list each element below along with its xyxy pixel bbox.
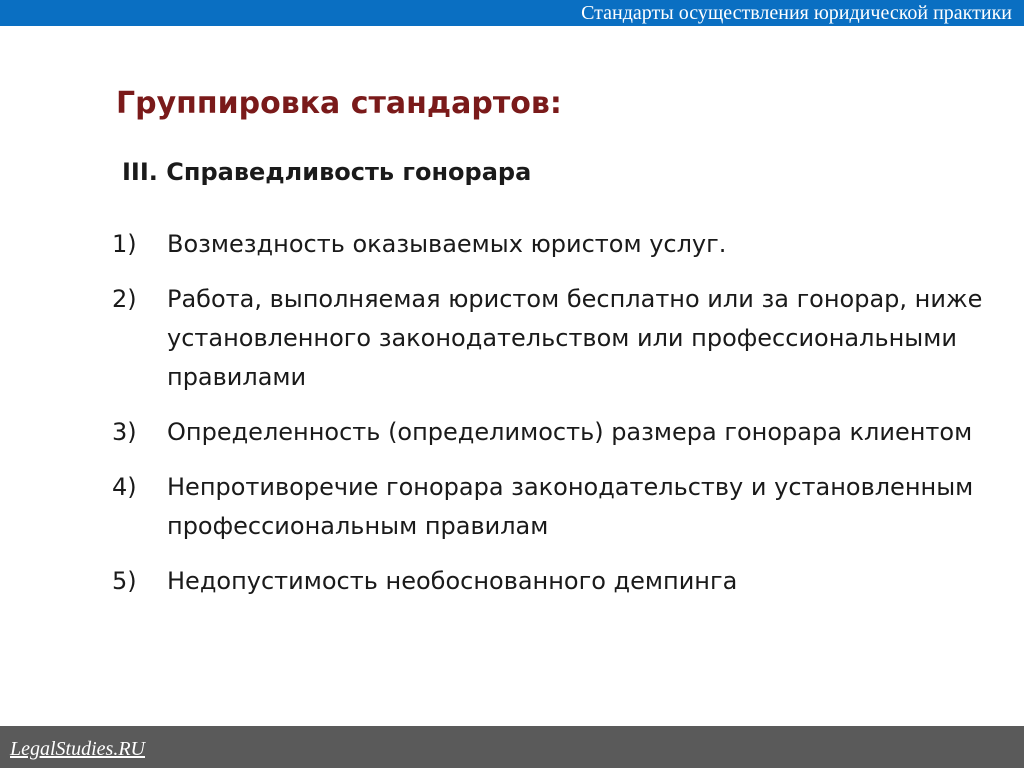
list-item [112, 468, 992, 546]
list-item [112, 280, 992, 397]
list-item-text: Работа, выполняемая юристом бесплатно или за гонорар, ниже установленного законодательством или профессиональными правилами [167, 285, 983, 391]
list-item-number: 4) [112, 473, 137, 501]
list-item-text: Возмездность оказываемых юристом услуг. [167, 230, 727, 258]
list-item-number: 3) [112, 418, 137, 446]
list-item-text: Непротиворечие гонорара законодательству и установленным профессиональным правилам [167, 473, 974, 540]
list-item-text: Недопустимость необоснованного демпинга [167, 567, 738, 595]
list-item [112, 562, 992, 601]
list-item-text: Определенность (определимость) размера гонорара клиентом [167, 418, 973, 446]
header-bar [0, 0, 1024, 26]
footer-brand-link[interactable]: LegalStudies.RU [10, 738, 145, 760]
list-item-number: 5) [112, 567, 137, 595]
list-item-number: 2) [112, 285, 137, 313]
standards-list [112, 225, 992, 617]
slide-title: Группировка стандартов: [116, 86, 562, 121]
list-item [112, 413, 992, 452]
list-item [112, 225, 992, 264]
section-title: III. Справедливость гонорара [122, 158, 532, 186]
header-title: Стандарты осуществления юридической практики [581, 2, 1012, 24]
footer-bar [0, 726, 1024, 768]
list-item-number: 1) [112, 230, 137, 258]
